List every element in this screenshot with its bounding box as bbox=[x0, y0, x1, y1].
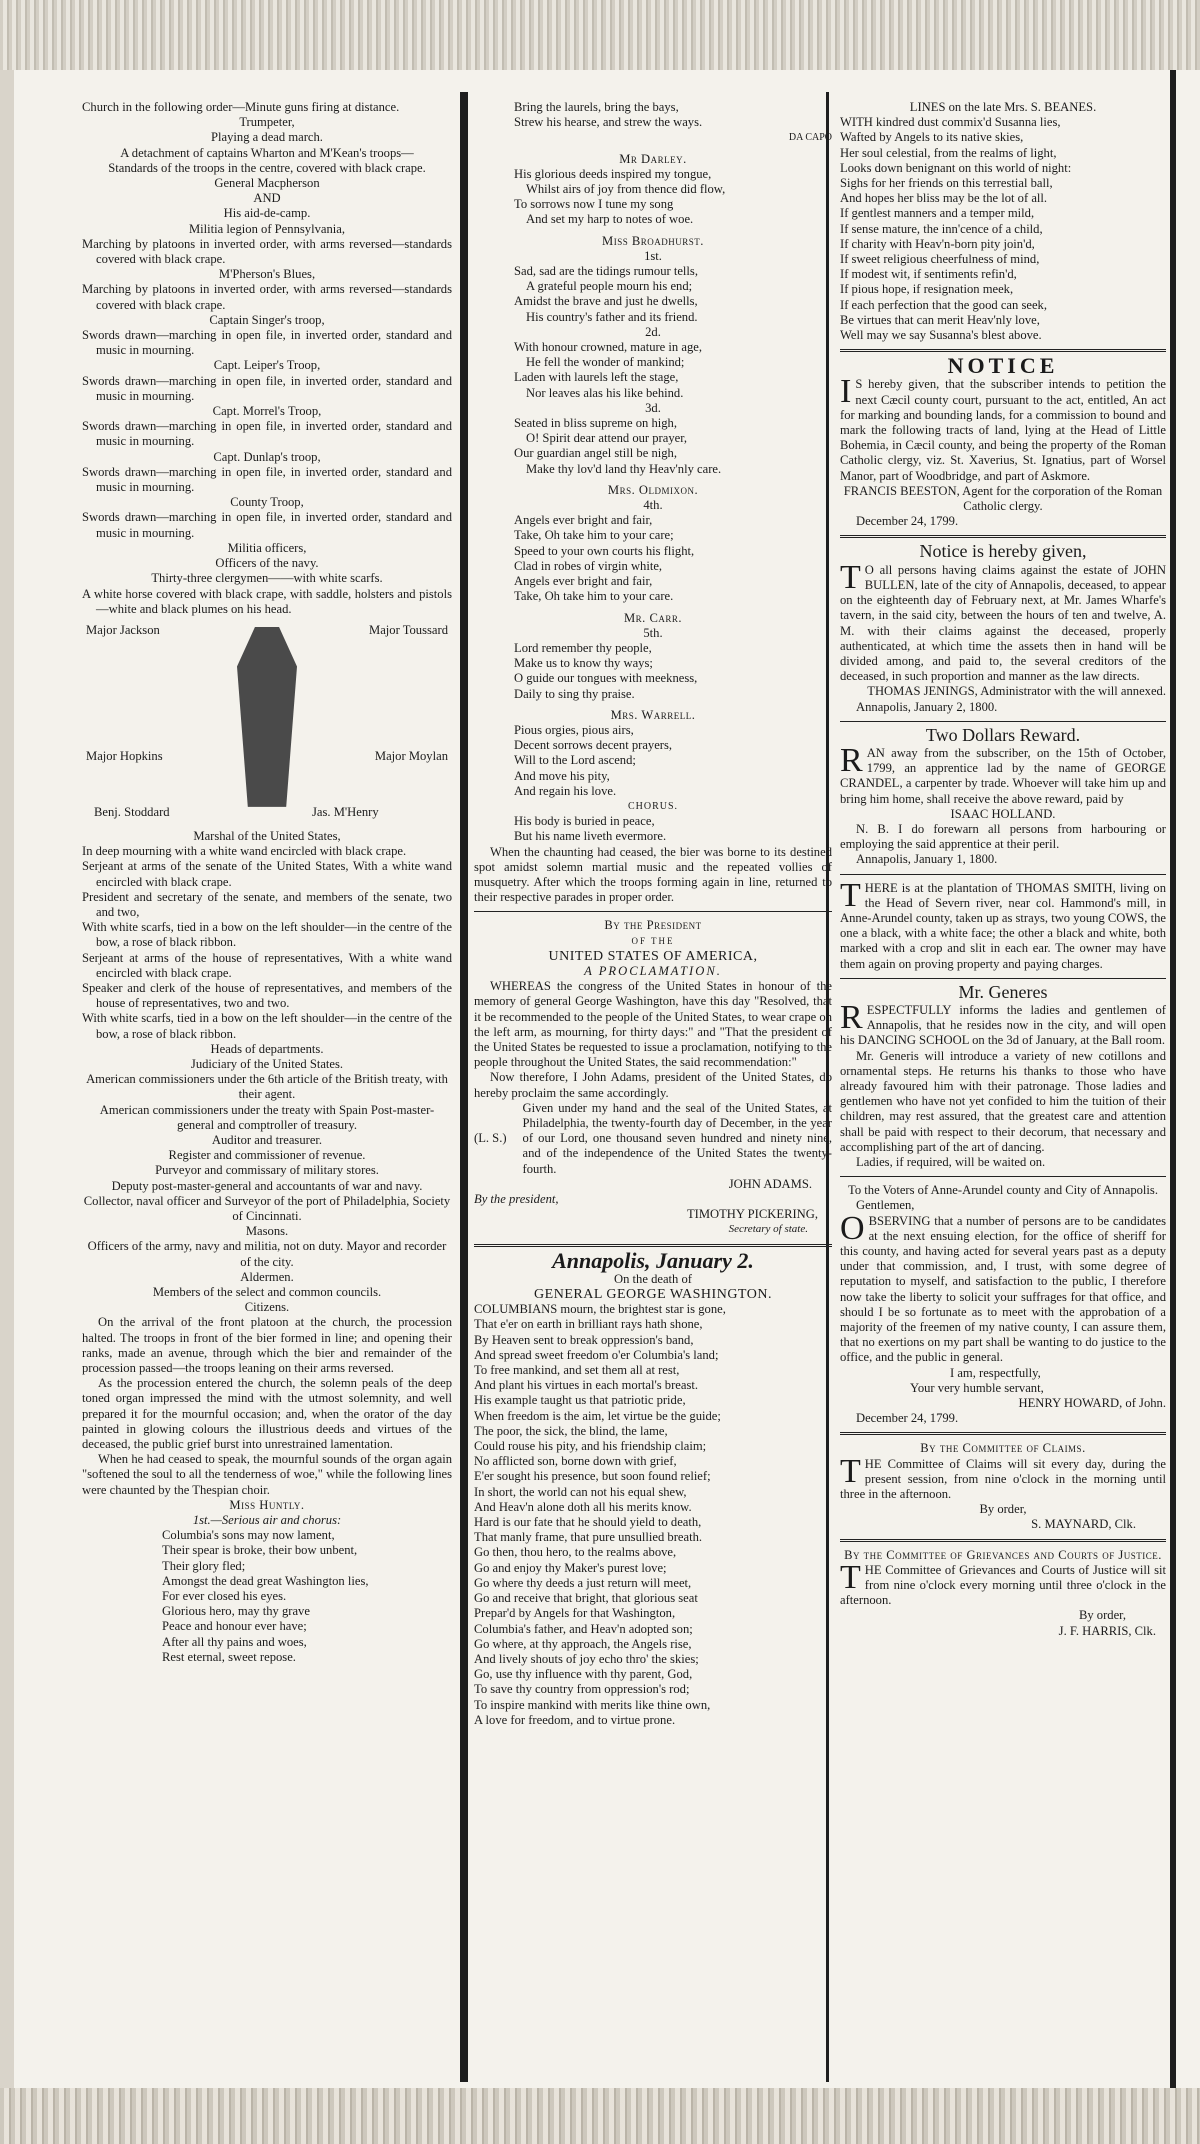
verse-line: Their spear is broke, their bow unbent, bbox=[162, 1543, 358, 1558]
voters-signature: HENRY HOWARD, of John. bbox=[1018, 1396, 1166, 1411]
procession-line: With white scarfs, tied in a bow on the left shoulder—in the centre of the bow, a rose of black ribbon. bbox=[82, 1011, 452, 1041]
verse-line: After all thy pains and woes, bbox=[162, 1634, 307, 1649]
verse-broadhurst-3 bbox=[474, 416, 832, 477]
paragraph-arrival: On the arrival of the front platoon at the church, the procession halted. The troops in front of the bier formed in line; and opening their ranks, made an avenue, through which the bier and remainder of the procession passed—the troops leaning on their arms reversed. bbox=[82, 1315, 452, 1376]
generes-dropcap: R bbox=[840, 998, 863, 1036]
procession-line: A detachment of captains Wharton and M'Kean's troops— bbox=[120, 145, 414, 160]
voters-closing: I am, respectfully, bbox=[950, 1365, 1041, 1380]
verse-line: And plant his virtues in each mortal's breast. bbox=[474, 1378, 699, 1393]
voters-title: To the Voters of Anne-Arundel county and City of Annapolis. bbox=[848, 1183, 1158, 1198]
voters-date: December 24, 1799. bbox=[856, 1411, 959, 1426]
verse-darley bbox=[474, 167, 832, 228]
verse-broadhurst-1 bbox=[474, 264, 832, 325]
verse-line: Go where, at thy approach, the Angels rise, bbox=[474, 1636, 692, 1651]
verse-line: Be virtues that can merit Heav'nly love, bbox=[840, 312, 1040, 327]
procession-line: Aldermen. bbox=[240, 1269, 294, 1284]
verse-line: Their glory fled; bbox=[162, 1558, 246, 1573]
claims-dropcap: T bbox=[840, 1452, 861, 1490]
verse-line: Take, Oh take him to your care. bbox=[514, 589, 674, 604]
divider bbox=[840, 874, 1166, 875]
verse-line: WITH kindred dust commix'd Susanna lies, bbox=[840, 115, 1061, 130]
verse-line: Could rouse his pity, and his friendship claim; bbox=[474, 1439, 707, 1454]
strays-body: HERE is at the plantation of THOMAS SMITH, living on the Head of Severn river, near col. Hammond's mill, in Anne-Arundel county, taken up as strays, two young COWS, the one a black, with a white face; the other a black and white, both marked with a crop and slit in each ear. The owner may have them again on proving property and paying charges. bbox=[840, 880, 1166, 971]
procession-line: Standards of the troops in the centre, covered with black crape. bbox=[108, 160, 426, 175]
verse-line: Wafted by Angels to its native skies, bbox=[840, 130, 1024, 145]
verse-line: Her soul celestial, from the realms of light, bbox=[840, 145, 1057, 160]
procession-line: Judiciary of the United States. bbox=[190, 1056, 344, 1071]
verse-line: Daily to sing thy praise. bbox=[514, 686, 635, 701]
proclamation-title: A PROCLAMATION. bbox=[584, 963, 722, 978]
verse-line: Angels ever bright and fair, bbox=[514, 574, 653, 589]
page-edge-rule-right bbox=[1170, 70, 1176, 2088]
secretary-of-state: Secretary of state. bbox=[728, 1223, 808, 1236]
procession-line: Heads of departments. bbox=[210, 1041, 324, 1056]
verse-line: Well may we say Susanna's blest above. bbox=[840, 328, 1042, 343]
bearer-bottom-left: Benj. Stoddard bbox=[94, 804, 170, 819]
divider bbox=[840, 1176, 1166, 1177]
verse-line: If modest wit, if sentiments refin'd, bbox=[840, 267, 1017, 282]
stanza-4-label: 4th. bbox=[643, 498, 663, 513]
verse-line: And move his pity, bbox=[514, 768, 610, 783]
verse-line: And Heav'n alone doth all his merits know. bbox=[474, 1499, 692, 1514]
notice-title: NOTICE bbox=[947, 353, 1059, 379]
procession-line: American commissioners under the treaty with Spain Post-master-general and comptroller of treasury. bbox=[99, 1102, 435, 1132]
notice-dropcap: I bbox=[840, 373, 852, 411]
verse-line: To sorrows now I tune my song bbox=[514, 197, 674, 212]
verse-line: Bring the laurels, bring the bays, bbox=[514, 100, 679, 114]
verse-line: In short, the world can not his equal shew, bbox=[474, 1484, 687, 1499]
procession-line: Capt. Dunlap's troop, bbox=[213, 449, 321, 464]
verse-line: His country's father and its friend. bbox=[526, 309, 698, 324]
grievances-dropcap: T bbox=[840, 1558, 861, 1596]
column-middle bbox=[474, 100, 832, 1728]
divider bbox=[474, 911, 832, 912]
verse-line: Make thy lov'd land thy Heav'nly care. bbox=[526, 461, 722, 476]
procession-intro: Church in the following order—Minute guns firing at distance. bbox=[82, 100, 400, 114]
bearer-middle-right: Major Moylan bbox=[374, 748, 448, 763]
procession-line: Purveyor and commissary of military stores. bbox=[155, 1163, 379, 1178]
dateline-annapolis: Annapolis, January 2. bbox=[552, 1247, 754, 1273]
verse-line: Go and enjoy thy Maker's purest love; bbox=[474, 1560, 667, 1575]
scan-border-top bbox=[0, 0, 1200, 70]
voters-salutation: Gentlemen, bbox=[856, 1198, 915, 1213]
verse-line: Amongst the dead great Washington lies, bbox=[162, 1573, 369, 1588]
paragraph-church: As the procession entered the church, the solemn peals of the deep toned organ impressed the mind with the utmost solemnity, and well prepared it for the mournful occasion; and, when the orator of the day painted in glowing colours the illustrious deeds and virtues of the deceased, the public grief burst into unrestrained lamentation. bbox=[82, 1376, 452, 1452]
verse-line: Go and receive that bright, that glorious seat bbox=[474, 1591, 698, 1606]
verse-line: No afflicted son, borne down with grief, bbox=[474, 1454, 677, 1469]
verse-line: Seated in bliss supreme on high, bbox=[514, 416, 677, 431]
proclamation-now-therefore: Now therefore, I John Adams, president of the United States, do hereby proclaim the same accordingly. bbox=[474, 1070, 832, 1100]
verse-line: Take, Oh take him to your care; bbox=[514, 528, 674, 543]
procession-order-continued bbox=[82, 829, 452, 1316]
washington-elegy bbox=[474, 1302, 832, 1728]
procession-line: Capt. Leiper's Troop, bbox=[213, 358, 321, 373]
procession-line: Collector, naval officer and Surveyor of the port of Philadelphia, Society of Cincinnati. bbox=[83, 1193, 451, 1223]
procession-line: Deputy post-master-general and accountants of war and navy. bbox=[111, 1178, 423, 1193]
procession-line: Marching by platoons in inverted order, with arms reversed—standards covered with black crape. bbox=[82, 236, 452, 267]
given-signature: THOMAS JENINGS, Administrator with the will annexed. bbox=[867, 684, 1166, 699]
verse-line: Hard is our fate that he should yield to death, bbox=[474, 1515, 702, 1530]
verse-line: Glorious hero, may thy grave bbox=[162, 1604, 310, 1619]
grievances-heading: By the Committee of Grievances and Courts of Justice. bbox=[844, 1547, 1162, 1562]
divider-double bbox=[840, 535, 1166, 538]
verse-line: If charity with Heav'n-born pity join'd, bbox=[840, 236, 1035, 251]
singer-name: Miss Huntly. bbox=[229, 1497, 305, 1512]
divider bbox=[840, 978, 1166, 979]
generes-body-2: Mr. Generis will introduce a variety of new cotillons and ornamental steps. He returns his thanks to those who have already favoured him with their patronage. Those ladies and gentlemen who have not yet confided to him the tuition of their children, may rest assured, that the greatest care and attention shall be paid with respect to their decorum, that necessary and accomplishing part of the art of dancing. bbox=[840, 1048, 1166, 1154]
procession-line: Trumpeter, bbox=[239, 115, 295, 130]
verse-line: Nor leaves alas his like behind. bbox=[526, 385, 684, 400]
procession-line: County Troop, bbox=[230, 495, 304, 510]
beanes-verse bbox=[840, 115, 1166, 343]
paragraph-organ: When he had ceased to speak, the mournful sounds of the organ again "softened the soul to all the tenderness of woe," while the following lines were chaunted by the Thespian choir. bbox=[82, 1452, 452, 1497]
procession-line: Officers of the army, navy and militia, not on duty. Mayor and recorder of the city. bbox=[87, 1239, 447, 1269]
verse-line: E'er sought his presence, but soon found relief; bbox=[474, 1469, 711, 1484]
paragraph-chaunt: When the chaunting had ceased, the bier was borne to its destined spot amidst solemn martial music and the repeated vollies of musquetry. After which the troops forming again in line, returned to their respective parades in proper order. bbox=[474, 844, 832, 905]
procession-line: With white scarfs, tied in a bow on the left shoulder—in the centre of the bow, a rose of black ribbon. bbox=[82, 920, 452, 950]
verse-line: And lively shouts of joy echo thro' the skies; bbox=[474, 1651, 699, 1666]
signature-adams: JOHN ADAMS. bbox=[728, 1176, 812, 1191]
procession-line: Militia legion of Pennsylvania, bbox=[188, 221, 345, 236]
proclamation-given: Given under my hand and the seal of the United States, at Philadelphia, the twenty-fourth day of December, in the year of our Lord, one thousand seven hundred and ninety nine, and of the independence of the United States the twenty-fourth. bbox=[522, 1100, 832, 1176]
verse-line: If sense mature, the inn'cence of a child, bbox=[840, 221, 1043, 236]
generes-body-3: Ladies, if required, will be waited on. bbox=[856, 1155, 1046, 1169]
divider-double bbox=[840, 1539, 1166, 1542]
procession-line: General Macpherson bbox=[214, 176, 320, 191]
verse-top bbox=[474, 100, 832, 130]
verse-line: When freedom is the aim, let virtue be the guide; bbox=[474, 1408, 721, 1423]
procession-line: American commissioners under the 6th article of the British treaty, with their agent. bbox=[86, 1072, 448, 1102]
notice-body: S hereby given, that the subscriber intends to petition the next Cæcil county court, pursuant to the act, entitled, An act for marking and bounding lands, for a commission to bound and mark the following tracts of land, lying at the Head of Little Bohemia, in Cæcil county, and being the property of the Roman Catholic clergy, viz. St. Xaverius, St. Ignatius, part of Worsel Manor, part of Woodbridge, and part of Askmore. bbox=[840, 377, 1166, 483]
claims-by-order: By order, bbox=[979, 1502, 1027, 1517]
beanes-title: LINES on the late Mrs. S. BEANES. bbox=[909, 100, 1097, 114]
procession-order bbox=[82, 115, 452, 617]
verse-line: And regain his love. bbox=[514, 783, 617, 798]
reward-signature: ISAAC HOLLAND. bbox=[950, 806, 1056, 821]
generes-title: Mr. Generes bbox=[958, 981, 1048, 1002]
procession-line: Members of the select and common councils. bbox=[152, 1285, 382, 1299]
notice-date: December 24, 1799. bbox=[856, 514, 959, 529]
verse-line: Looks down benignant on this world of night: bbox=[840, 160, 1072, 175]
stanza-2-label: 2d. bbox=[645, 324, 661, 339]
verse-line: Will to the Lord ascend; bbox=[514, 753, 636, 768]
procession-line: Citizens. bbox=[244, 1300, 290, 1315]
claims-signature: S. MAYNARD, Clk. bbox=[1031, 1517, 1136, 1532]
air-subhead: 1st.—Serious air and chorus: bbox=[192, 1513, 342, 1528]
bearer-middle-left: Major Hopkins bbox=[86, 748, 163, 763]
procession-line: Speaker and clerk of the house of representatives, and members of the house of representatives, two and two. bbox=[82, 980, 452, 1011]
proclamation-by: By the President bbox=[604, 918, 702, 933]
divider bbox=[840, 721, 1166, 722]
verse-line: Sighs for her friends on this terrestial ball, bbox=[840, 176, 1053, 191]
voters-dropcap: O bbox=[840, 1209, 865, 1247]
verse-line: With honour crowned, mature in age, bbox=[514, 340, 702, 355]
bearer-top-right: Major Toussard bbox=[369, 622, 448, 637]
verse-chorus bbox=[474, 814, 832, 844]
verse-line: COLUMBIANS mourn, the brightest star is gone, bbox=[474, 1302, 726, 1317]
column-rule-left bbox=[460, 92, 468, 2082]
verse-line: A love for freedom, and to virtue prone. bbox=[474, 1712, 676, 1727]
verse-line: Laden with laurels left the stage, bbox=[514, 370, 679, 385]
verse-line: Amidst the brave and just he dwells, bbox=[514, 294, 698, 309]
verse-line: That e'er on earth in brilliant rays hath shone, bbox=[474, 1317, 703, 1332]
procession-line: Swords drawn—marching in open file, in inverted order, standard and music in mourning. bbox=[82, 510, 452, 540]
by-the-president-line: By the president, bbox=[474, 1192, 559, 1207]
procession-line: AND bbox=[253, 191, 281, 206]
verse-warrell bbox=[474, 723, 832, 799]
verse-line: Pious orgies, pious airs, bbox=[514, 722, 634, 737]
reward-title: Two Dollars Reward. bbox=[925, 724, 1081, 745]
verse-line: His body is buried in peace, bbox=[514, 814, 655, 829]
procession-line: Capt. Morrel's Troop, bbox=[212, 404, 322, 419]
procession-line: Swords drawn—marching in open file, in inverted order, standard and music in mourning. bbox=[82, 419, 452, 449]
given-dropcap: T bbox=[840, 558, 861, 596]
verse-line: For ever closed his eyes. bbox=[162, 1589, 287, 1604]
scan-border-bottom bbox=[0, 2088, 1200, 2144]
reward-body: AN away from the subscriber, on the 15th of October, 1799, an apprentice lad by the name of GEORGE CRANDEL, a carpenter by trade. Whoever will take him up and bring him home, shall receive the above reward, paid by bbox=[840, 745, 1166, 806]
procession-line: Swords drawn—marching in open file, in inverted order, standard and music in mourning. bbox=[82, 373, 452, 403]
verse-line: If gentlest manners and a temper mild, bbox=[840, 206, 1035, 221]
verse-line: To inspire mankind with merits like thine own, bbox=[474, 1697, 711, 1712]
stanza-5-label: 5th. bbox=[643, 625, 663, 640]
da-capo: DA CAPO bbox=[788, 132, 832, 144]
bearer-bottom-right: Jas. M'Henry bbox=[312, 804, 379, 819]
given-body: O all persons having claims against the estate of JOHN BULLEN, late of the city of Annapolis, deceased, to appear on the eighteenth day of February next, at Mr. James Wharfe's tavern, in the said city, between the hours of ten and twelve, A. M. with their claims against the deceased, properly authenticated, at which time the assets then in hand will be divided among, and paid to, the several creditors of the deceased, in such proportion and manner as the law directs. bbox=[840, 562, 1166, 684]
claims-body: HE Committee of Claims will sit every day, during the present session, from nine o'clock in the morning until three in the afternoon. bbox=[840, 1456, 1166, 1502]
hymn-verse bbox=[82, 1528, 452, 1665]
verse-line: And spread sweet freedom o'er Columbia's land; bbox=[474, 1347, 719, 1362]
procession-line: Auditor and treasurer. bbox=[211, 1132, 323, 1147]
singer-warrell: Mrs. Warrell. bbox=[610, 707, 696, 722]
procession-line: M'Pherson's Blues, bbox=[218, 267, 316, 282]
procession-line: Serjeant at arms of the senate of the United States, With a white wand encircled with black crape. bbox=[82, 859, 452, 889]
verse-line: Decent sorrows decent prayers, bbox=[514, 738, 673, 753]
notice-signature: FRANCIS BEESTON, Agent for the corporation of the Roman Catholic clergy. bbox=[843, 483, 1163, 514]
coffin-bier bbox=[237, 627, 297, 807]
verse-line: Speed to your own courts his flight, bbox=[514, 543, 695, 558]
verse-line: His example taught us that patriotic pride, bbox=[474, 1393, 686, 1408]
proclamation-of-the: OF THE bbox=[631, 935, 675, 946]
verse-line: That manly frame, that pure unsullied breath. bbox=[474, 1530, 703, 1545]
verse-carr bbox=[474, 641, 832, 702]
stanza-3-label: 3d. bbox=[645, 400, 661, 415]
bearer-top-left: Major Jackson bbox=[86, 622, 160, 637]
singer-broadhurst: Miss Broadhurst. bbox=[602, 233, 704, 248]
verse-line: If sweet religious cheerfulness of mind, bbox=[840, 252, 1040, 267]
procession-line: President and secretary of the senate, and members of the senate, two and two, bbox=[82, 889, 452, 919]
singer-carr: Mr. Carr. bbox=[623, 610, 683, 625]
procession-line: Register and commissioner of revenue. bbox=[168, 1148, 366, 1163]
divider-double bbox=[840, 1432, 1166, 1435]
verse-line: Peace and honour ever have; bbox=[162, 1619, 307, 1634]
verse-line: Columbia's sons may now lament, bbox=[162, 1528, 335, 1543]
verse-line: If each perfection that the good can seek, bbox=[840, 297, 1047, 312]
verse-line: Go, use thy influence with thy parent, God, bbox=[474, 1667, 693, 1682]
given-date: Annapolis, January 2, 1800. bbox=[856, 699, 998, 714]
bier-diagram bbox=[82, 623, 452, 823]
proclamation-whereas: WHEREAS the congress of the United States in honour of the memory of general George Washington, have this day "Resolved, that it be recommended to the people of the United States, to wear crape on the left arm, as mourning, for thirty days:" and "That the president of the United States be requested to issue a proclamation, notifying to the people throughout the United States, the said recommendation:" bbox=[474, 979, 832, 1070]
signature-pickering: TIMOTHY PICKERING, bbox=[686, 1207, 818, 1222]
divider-double bbox=[474, 1244, 832, 1247]
verse-line: The poor, the sick, the blind, the lame, bbox=[474, 1423, 668, 1438]
procession-line: Masons. bbox=[245, 1224, 289, 1239]
verse-line: Go then, thou hero, to the realms above, bbox=[474, 1545, 677, 1560]
verse-line: A grateful people mourn his end; bbox=[526, 279, 693, 294]
generes-body: ESPECTFULLY informs the ladies and gentlemen of Annapolis, that he resides now in the city, and will open his DANCING SCHOOL on the 3d of January, at the Ball room. bbox=[840, 1002, 1166, 1048]
verse-line: O guide our tongues with meekness, bbox=[514, 671, 698, 686]
procession-line: Thirty-three clergymen——with white scarfs. bbox=[151, 571, 383, 586]
procession-line: Playing a dead march. bbox=[211, 130, 323, 145]
chorus-label: CHORUS. bbox=[627, 800, 679, 812]
verse-line: But his name liveth evermore. bbox=[514, 829, 667, 844]
reward-date: Annapolis, January 1, 1800. bbox=[856, 852, 998, 867]
verse-line: If pious hope, if resignation meek, bbox=[840, 282, 1014, 297]
verse-line: And set my harp to notes of woe. bbox=[526, 212, 694, 227]
verse-line: Go where thy deeds a just return will meet, bbox=[474, 1575, 692, 1590]
column-right bbox=[840, 100, 1166, 1639]
procession-line: Serjeant at arms of the house of representatives, With a white wand encircled with black crape. bbox=[82, 950, 452, 980]
claims-heading: By the Committee of Claims. bbox=[920, 1441, 1086, 1456]
verse-line: Prepar'd by Angels for that Washington, bbox=[474, 1606, 676, 1621]
verse-line: Columbia's father, and Heav'n adopted son; bbox=[474, 1621, 693, 1636]
verse-line: Rest eternal, sweet repose. bbox=[162, 1649, 296, 1664]
procession-line: His aid-de-camp. bbox=[223, 206, 311, 221]
divider-double bbox=[840, 349, 1166, 352]
grievances-body: HE Committee of Grievances and Courts of Justice will sit from nine o'clock every morning until three o'clock in the afternoon. bbox=[840, 1562, 1166, 1608]
verse-line: He fell the wonder of mankind; bbox=[526, 355, 685, 370]
strays-dropcap: T bbox=[840, 876, 861, 914]
verse-line: And hopes her bliss may be the lot of all. bbox=[840, 191, 1048, 206]
verse-line: His glorious deeds inspired my tongue, bbox=[514, 166, 712, 181]
procession-line: Marching by platoons in inverted order, with arms reversed—standards covered with black crape. bbox=[82, 282, 452, 312]
proclamation-usa: UNITED STATES OF AMERICA, bbox=[548, 948, 758, 964]
voters-body: BSERVING that a number of persons are to be candidates at the next ensuing election, for the office of sheriff for this county, and having acted for several years past as a deputy under that commission, and, I trust, with some degree of reputation to myself, and satisfaction to the public, I therefore now take the liberty to solicit your suffrages for that office, and should I be so fortunate as to meet with the approbation of a majority of the freemen of my native county, I can assure them, that no exertions on my part shall be wanting to do justice to the office, and the public in general. bbox=[840, 1213, 1166, 1365]
seal-ls: (L. S.) bbox=[474, 1130, 507, 1145]
procession-line: In deep mourning with a white wand encircled with black crape. bbox=[82, 844, 407, 859]
verse-line: Whilst airs of joy from thence did flow, bbox=[526, 182, 726, 197]
verse-line: Sad, sad are the tidings rumour tells, bbox=[514, 264, 698, 279]
general-washington-heading: GENERAL GEORGE WASHINGTON. bbox=[534, 1287, 772, 1303]
verse-line: Angels ever bright and fair, bbox=[514, 513, 653, 528]
procession-line: Marshal of the United States, bbox=[193, 828, 341, 843]
reward-dropcap: R bbox=[840, 741, 863, 779]
verse-line: By Heaven sent to break oppression's band, bbox=[474, 1332, 694, 1347]
on-the-death: On the death of bbox=[614, 1271, 692, 1286]
column-left bbox=[82, 100, 452, 1665]
reward-nb: N. B. I do forewarn all persons from harbouring or employing the said apprentice at their peril. bbox=[840, 821, 1166, 852]
procession-line: Captain Singer's troop, bbox=[209, 312, 325, 327]
grievances-signature: J. F. HARRIS, Clk. bbox=[1058, 1623, 1156, 1638]
voters-servant: Your very humble servant, bbox=[910, 1380, 1044, 1395]
grievances-by-order: By order, bbox=[1078, 1608, 1126, 1623]
verse-line: Our guardian angel still be nigh, bbox=[514, 446, 677, 461]
singer-darley: Mr Darley. bbox=[619, 151, 687, 166]
stanza-1-label: 1st. bbox=[644, 248, 662, 263]
verse-broadhurst-2 bbox=[474, 340, 832, 401]
scan-border-left bbox=[0, 70, 14, 2088]
verse-line: Make us to know thy ways; bbox=[514, 656, 653, 671]
procession-line: Militia officers, bbox=[227, 540, 307, 555]
singer-oldmixon: Mrs. Oldmixon. bbox=[607, 482, 699, 497]
verse-line: Clad in robes of virgin white, bbox=[514, 558, 663, 573]
verse-line: Lord remember thy people, bbox=[514, 640, 652, 655]
verse-line: To free mankind, and set them all at rest, bbox=[474, 1363, 680, 1378]
verse-line: Strew his hearse, and strew the ways. bbox=[514, 115, 703, 130]
procession-line: Swords drawn—marching in open file, in inverted order, standard and music in mourning. bbox=[82, 464, 452, 495]
procession-line: Swords drawn—marching in open file, in inverted order, standard and music in mourning. bbox=[82, 328, 452, 358]
procession-line: A white horse covered with black crape, with saddle, holsters and pistols—white and black plumes on his head. bbox=[82, 586, 452, 616]
verse-line: To save thy country from oppression's rod; bbox=[474, 1682, 690, 1697]
verse-line: O! Spirit dear attend our prayer, bbox=[526, 431, 688, 446]
procession-line: Officers of the navy. bbox=[215, 556, 319, 571]
notice-given-title: Notice is hereby given, bbox=[919, 541, 1087, 562]
verse-oldmixon bbox=[474, 513, 832, 604]
